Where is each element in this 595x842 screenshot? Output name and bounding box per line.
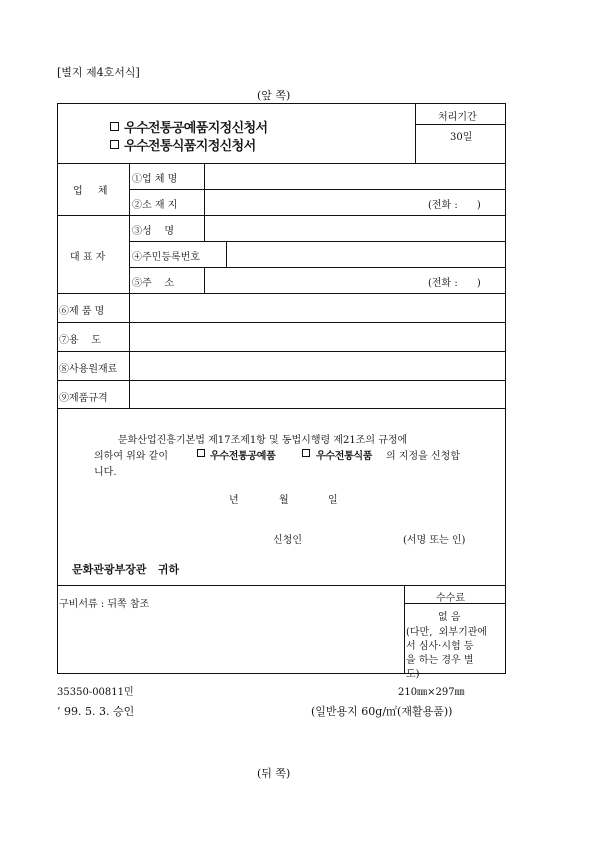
company-address-label: ②소 재 지 [132,200,178,211]
option-food: 우수전통식품 [316,451,373,462]
raw-material-field[interactable] [130,352,505,380]
fee-note-line-4: 도) [406,669,420,680]
representative-address-label: ⑤주 소 [132,278,175,289]
checkbox-food[interactable] [302,449,310,457]
representative-name-field[interactable] [205,216,505,241]
required-documents: 구비서류 : 뒤쪽 참조 [59,599,150,610]
resident-number-label: ④주민등록번호 [132,252,200,263]
statement-line-2-prefix: 의하여 위와 같이 [94,451,168,462]
representative-section-label: 대 표 자 [70,252,106,263]
raw-material-label: ⑧사용원재료 [59,364,118,375]
fee-value: 없 음 [438,612,461,623]
statement-line-3: 니다. [94,467,117,478]
company-phone-hint: (전화 : ) [428,200,481,211]
product-name-field[interactable] [130,294,505,322]
company-name-label: ①업 체 명 [132,174,178,185]
resident-number-field[interactable] [227,242,505,267]
fee-note-line-1: (다만, 외부기관에 [406,627,488,638]
fee-header: 수수료 [436,593,465,604]
product-spec-field[interactable] [130,381,505,408]
representative-phone-hint: (전화 : ) [428,278,481,289]
approval-date: ’ 99. 5. 3. 승인 [57,705,135,718]
recipient: 문화관광부장관 귀하 [72,563,180,576]
date-year-label: 년 [229,495,239,506]
paper-spec: (일반용지 60g/㎡(재활용품)) [311,705,453,718]
checkbox-craft-title[interactable] [110,122,119,131]
signature-label: (서명 또는 인) [403,535,466,546]
back-page-label: (뒤 쪽) [257,767,291,780]
form-code: [별지 제4호서식] [57,66,140,79]
title-food: 우수전통식품지정신청서 [124,139,256,154]
product-spec-label: ⑨제품규격 [59,393,108,404]
title-craft: 우수전통공예품지정신청서 [124,121,268,136]
statement-line-2-suffix: 의 지정을 신청합 [386,451,460,462]
processing-period-header: 처리기간 [438,112,477,123]
form-number: 35350-00811민 [57,687,134,698]
product-use-label: ⑦용 도 [59,335,102,346]
date-month-label: 월 [279,495,289,506]
fee-note-line-3: 을 하는 경우 별 [406,655,474,666]
paper-size: 210㎜×297㎜ [398,687,465,698]
processing-period-value: 30일 [450,132,473,143]
fee-note-line-2: 서 심사·시험 등 [406,641,474,652]
statement-line-1: 문화산업진흥기본법 제17조제1항 및 동법시행령 제21조의 규정에 [118,435,408,446]
company-section-label: 업 체 [73,186,114,197]
option-craft: 우수전통공예품 [210,451,276,462]
representative-name-label: ③성 명 [132,226,175,237]
product-use-field[interactable] [130,323,505,351]
checkbox-craft[interactable] [197,449,205,457]
date-day-label: 일 [328,495,338,506]
company-name-field[interactable] [205,164,505,189]
applicant-label: 신청인 [273,535,302,546]
checkbox-food-title[interactable] [110,140,119,149]
front-page-label: (앞 쪽) [257,89,291,102]
product-name-label: ⑥제 품 명 [59,306,105,317]
